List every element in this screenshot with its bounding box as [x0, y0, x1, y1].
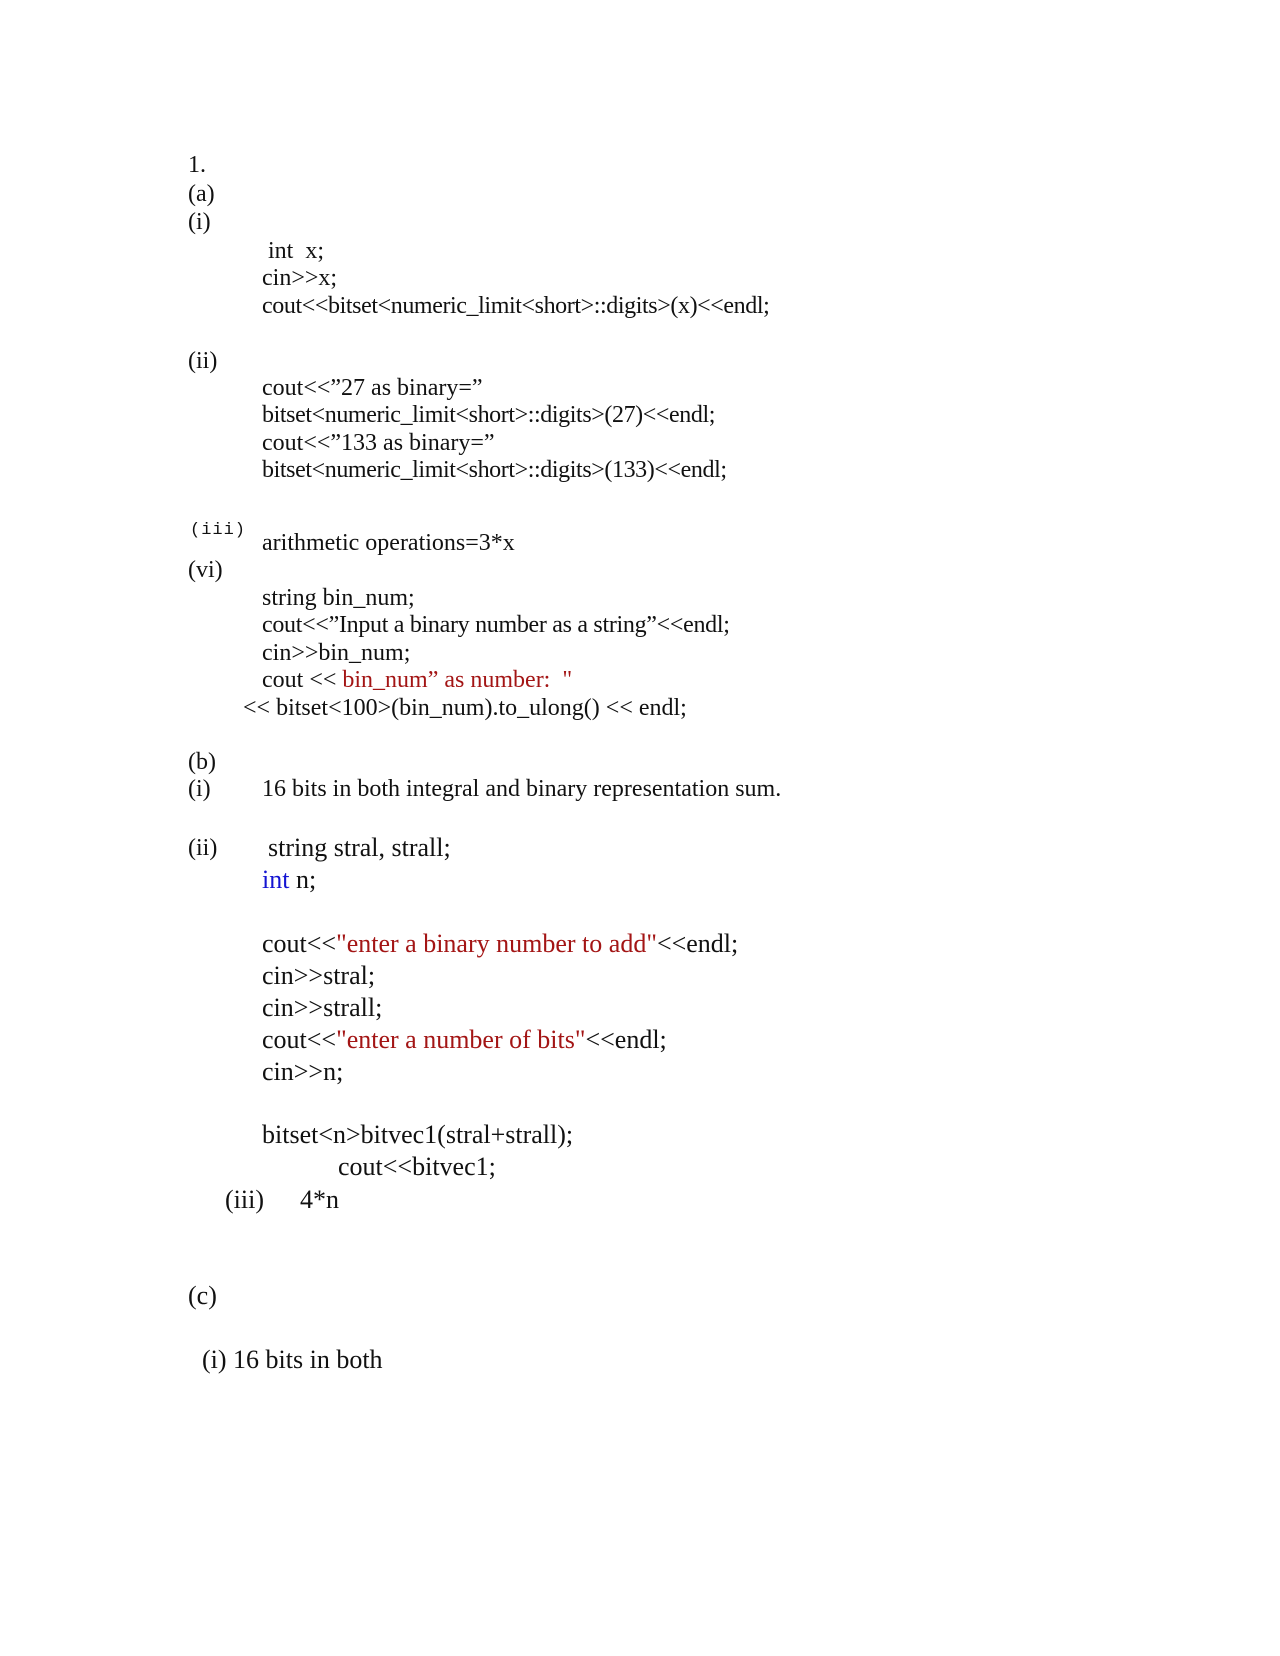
question-number: 1. — [188, 152, 206, 178]
part-a-label: (a) — [188, 181, 215, 207]
code-line: cin>>bin_num; — [262, 640, 411, 666]
code-line: cout<<bitvec1; — [338, 1152, 496, 1181]
code-line: bitset<numeric_limit<short>::digits>(133)<<endl; — [262, 457, 727, 483]
part-b-label: (b) — [188, 749, 216, 775]
code-line: bitset<n>bitvec1(stral+strall); — [262, 1120, 574, 1149]
part-b-iii-answer: 4*n — [300, 1185, 339, 1214]
part-a-vi-label: (vi) — [188, 557, 223, 583]
code-line: cout<<”133 as binary=” — [262, 430, 495, 456]
code-line: cin>>strall; — [262, 993, 383, 1022]
part-c-i-answer: (i) 16 bits in both — [202, 1345, 383, 1374]
code-line: string stral, strall; — [268, 833, 451, 862]
code-line: cin>>stral; — [262, 961, 376, 990]
code-text: n; — [289, 865, 317, 894]
part-b-ii-label: (ii) — [188, 835, 218, 861]
code-line — [262, 668, 572, 692]
code-line — [262, 867, 316, 893]
part-a-iii-answer: arithmetic operations=3*x — [262, 530, 515, 556]
code-text: <<endl; — [585, 1025, 667, 1054]
code-line — [262, 1027, 667, 1053]
code-text: <<endl; — [656, 929, 739, 958]
code-text: cout<< — [262, 1025, 337, 1054]
part-b-i-answer: 16 bits in both integral and binary representation sum. — [262, 776, 782, 802]
code-line: cout<<”Input a binary number as a string”<<endl; — [262, 612, 730, 638]
part-a-i-label: (i) — [188, 209, 211, 235]
code-line: cout<<bitset<numeric_limit<short>::digits>(x)<<endl; — [262, 293, 770, 319]
code-line: bitset<numeric_limit<short>::digits>(27)<<endl; — [262, 402, 716, 428]
part-b-i-label: (i) — [188, 776, 211, 802]
part-b-iii-label: (iii) — [225, 1185, 264, 1214]
code-line: cin>>n; — [262, 1057, 344, 1086]
string-literal: "enter a binary number to add" — [336, 929, 657, 958]
code-text: cout << — [262, 667, 343, 693]
keyword: int — [262, 865, 290, 894]
string-literal: bin_num” as number: " — [342, 667, 573, 693]
code-line: << bitset<100>(bin_num).to_ulong() << endl; — [243, 695, 687, 721]
code-line: int x; — [268, 238, 325, 264]
string-literal: "enter a number of bits" — [336, 1025, 586, 1054]
code-text: cout<< — [262, 929, 337, 958]
code-line — [262, 931, 738, 957]
part-c-label: (c) — [188, 1281, 217, 1310]
code-line: cout<<”27 as binary=” — [262, 375, 483, 401]
part-a-ii-label: (ii) — [188, 348, 218, 374]
code-line: string bin_num; — [262, 585, 415, 611]
code-line: cin>>x; — [262, 265, 338, 291]
part-a-iii-label: (iii) — [190, 521, 247, 540]
